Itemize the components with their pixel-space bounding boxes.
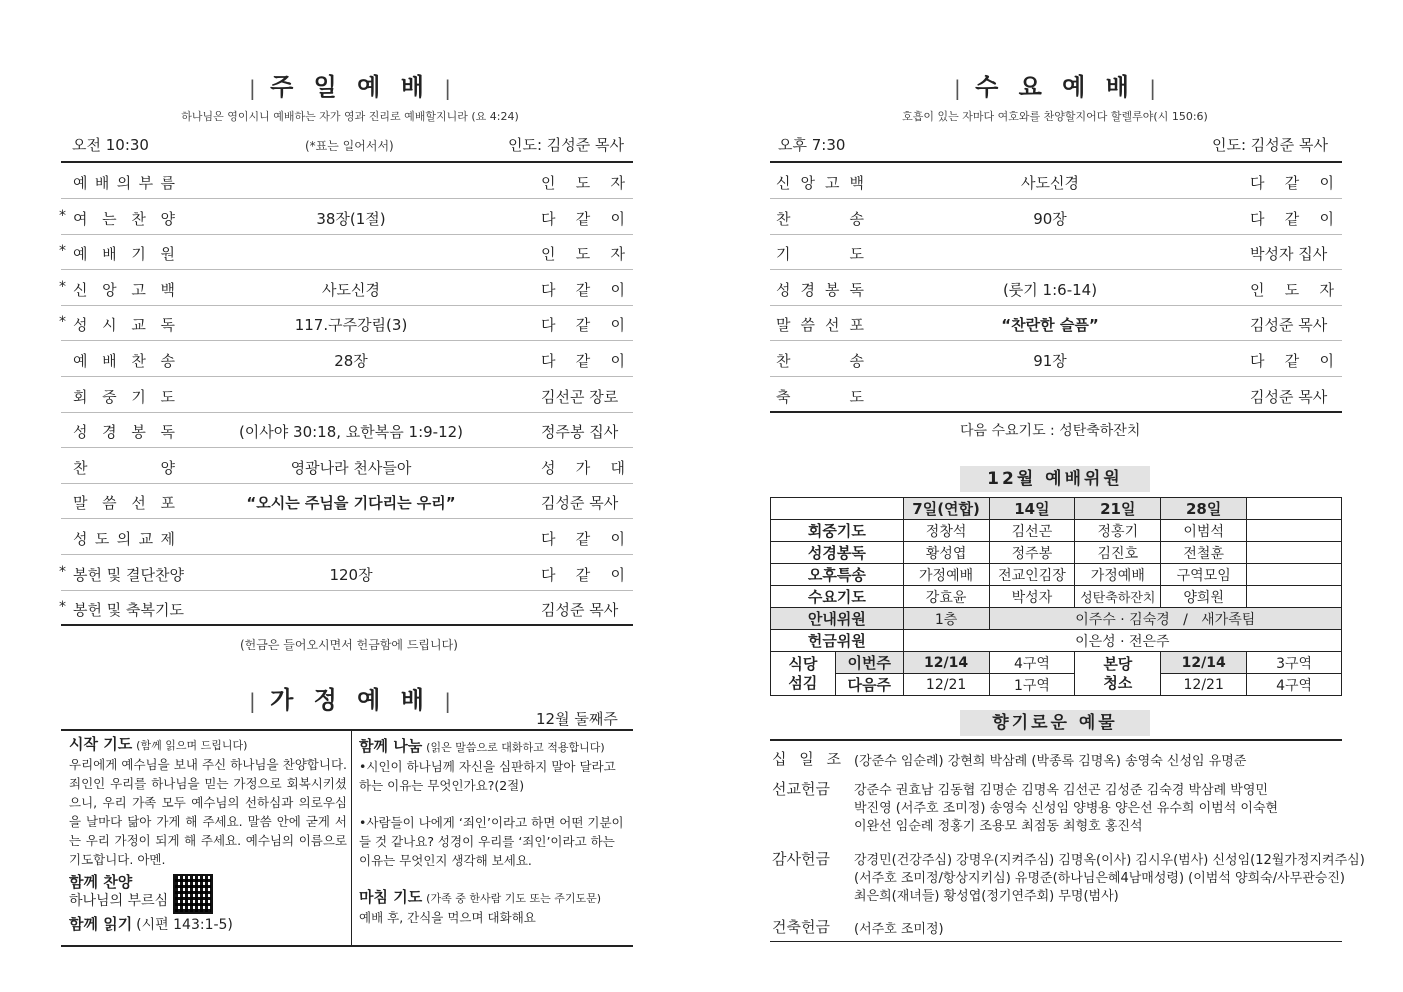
order-row (61, 519, 633, 555)
order-item-leader: 김성준 목사 (541, 494, 619, 513)
share-question-2: •사람들이 나에게 ‘죄인’이라고 하면 어떤 기분이 들 것 같나요? 성경이 우리를 ‘죄인’이라고 하는 이유는 무엇인지 생각해 보세요. (359, 815, 624, 868)
order-row (61, 448, 633, 484)
usher-label: 안내위원 (771, 608, 904, 630)
order-item-leader: 다 같 이 (541, 565, 625, 584)
offerings-title: 향기로운 예물 (960, 710, 1150, 736)
order-item-name: 찬 양 (73, 458, 175, 477)
order-row (61, 377, 633, 413)
open-prayer-title: 시작 기도 (69, 735, 133, 753)
schedule-cell: 이범석 (1161, 520, 1247, 542)
clean-next-date: 12/21 (1161, 674, 1247, 696)
order-item-leader: 성 가 대 (541, 458, 625, 477)
building-names: (서주호 조미정) (854, 922, 944, 937)
order-item-leader: 다 같 이 (1250, 209, 1334, 228)
meal-this-date: 12/14 (903, 652, 989, 674)
schedule-cell: 성탄축하잔치 (1075, 586, 1161, 608)
order-row (770, 234, 1342, 270)
order-row (61, 590, 633, 626)
reading-title: 함께 읽기 (69, 915, 133, 933)
order-item-content: 90장 (1033, 209, 1067, 228)
schedule-title: 12월 예배위원 (960, 466, 1150, 492)
family-box (61, 729, 633, 947)
order-row (770, 199, 1342, 235)
order-item-name: 축 도 (776, 387, 864, 406)
mission-line: 박진영 (서주호 조미정) 송영숙 신성임 양병용 양은선 유수희 이범석 이숙현 (854, 801, 1279, 816)
schedule-cell: 양희원 (1161, 586, 1247, 608)
order-row (770, 163, 1342, 199)
schedule-cell: 박성자 (989, 586, 1075, 608)
order-item-content: 28장 (334, 352, 368, 370)
order-item-name: 기 도 (776, 245, 864, 264)
stand-marker: * (59, 207, 66, 224)
family-title: | 가 정 예 배 | (248, 686, 452, 714)
meal-this-group: 4구역 (989, 652, 1075, 674)
order-item-content: 117.구주강림(3) (294, 316, 408, 335)
empty-cell (1247, 542, 1342, 564)
order-row (61, 483, 633, 519)
order-item-leader: 인 도 자 (541, 245, 625, 264)
date-header: 14일 (989, 498, 1075, 520)
close-prayer-title: 마침 기도 (359, 888, 423, 906)
family-right-col (359, 737, 629, 927)
order-item-leader: 정주봉 집사 (541, 423, 619, 442)
order-item-leader: 인 도 자 (541, 174, 625, 192)
order-item-content: 91장 (1033, 352, 1067, 370)
order-row (61, 412, 633, 448)
order-item-content: 사도신경 (322, 280, 380, 299)
schedule-cell: 가정예배 (903, 564, 989, 586)
order-item-content: 38장(1절) (316, 209, 386, 228)
order-row (770, 270, 1342, 306)
order-item-leader: 다 같 이 (541, 316, 625, 335)
schedule-cell: 정창석 (903, 520, 989, 542)
this-week-label: 이번주 (835, 652, 903, 674)
wednesday-leader: 인도: 김성준 목사 (1212, 136, 1329, 154)
order-item-leader: 김성준 목사 (541, 601, 619, 620)
clean-this-date: 12/14 (1161, 652, 1247, 674)
order-item-leader: 다 같 이 (541, 352, 625, 370)
meal-next-date: 12/21 (903, 674, 989, 696)
mission-label: 선교헌금 (772, 780, 830, 798)
schedule-cell: 김진호 (1075, 542, 1161, 564)
order-row (61, 555, 633, 591)
order-item-name: 예 배 찬 송 (73, 352, 175, 370)
row-label: 회중기도 (771, 520, 904, 542)
schedule-cell: 김선곤 (989, 520, 1075, 542)
stand-marker: * (59, 563, 66, 580)
row-label: 오후특송 (771, 564, 904, 586)
schedule-cell: 황성엽 (903, 542, 989, 564)
usher-floor: 1층 (903, 608, 989, 630)
sunday-title: | 주 일 예 배 | (248, 73, 452, 101)
order-row (61, 163, 633, 199)
order-row (61, 234, 633, 270)
order-item-name: 여 는 찬 양 (73, 209, 175, 228)
family-week: 12월 둘째주 (536, 710, 618, 728)
clean-this-group: 3구역 (1247, 652, 1342, 674)
schedule-cell: 가정예배 (1075, 564, 1161, 586)
order-item-name: 성 도 의 교 제 (73, 530, 175, 548)
clean-label: 본당 청소 (1075, 652, 1161, 696)
schedule-cell: 정주봉 (989, 542, 1075, 564)
schedule-cell: 전교인김장 (989, 564, 1075, 586)
order-item-leader: 김성준 목사 (1250, 316, 1328, 335)
empty-cell (1247, 498, 1342, 520)
sunday-bottom-rule (61, 624, 633, 626)
clean-next-group: 4구역 (1247, 674, 1342, 696)
order-item-name: 성 경 봉 독 (776, 280, 864, 299)
hymn-title: 함께 찬양 (69, 873, 133, 891)
schedule-table (770, 497, 1342, 696)
order-item-name: 예 배 기 원 (73, 245, 175, 264)
order-item-content: 영광나라 천사들아 (290, 458, 412, 477)
empty-cell (1247, 520, 1342, 542)
order-item-content: “오시는 주님을 기다리는 우리” (246, 494, 456, 513)
order-row (61, 341, 633, 377)
stand-marker: * (59, 243, 66, 260)
order-item-name: 봉헌 및 결단찬양 (73, 565, 184, 584)
order-row (770, 377, 1342, 413)
mission-line: 이완선 임순례 정홍기 조용모 최점동 최형호 홍진석 (854, 819, 1143, 834)
row-label: 수요기도 (771, 586, 904, 608)
close-prayer-text: 예배 후, 간식을 먹으며 대화해요 (359, 910, 536, 925)
date-header: 7일(연합) (903, 498, 989, 520)
order-item-leader: 다 같 이 (541, 280, 625, 299)
order-item-name: 말 씀 선 포 (73, 494, 175, 513)
open-prayer-text: 우리에게 예수님을 보내 주신 하나님을 찬양합니다. 죄인인 우리를 하나님을 믿는 가정으로 회복시키셨으니, 우리 가족 모두 예수님의 선하심과 의로우심을 날마다 닮아 가게 해 주세요. 말씀 안에 굳게 서는 우리 가정이 되게 해 주세요. 예수님의 이름으로 기도합니다. 아멘. (69, 757, 347, 867)
usher-names: 이주수 · 김숙경 / 새가족팀 (989, 608, 1341, 630)
stand-marker: * (59, 599, 66, 616)
mission-line: 강준수 권효남 김동협 김명순 김명옥 김선곤 김성준 김숙경 박삼례 박영민 (854, 783, 1268, 798)
wednesday-bottom-rule (770, 411, 1342, 413)
order-item-leader: 박성자 집사 (1250, 245, 1328, 264)
order-row (770, 305, 1342, 341)
qr-code-icon[interactable] (173, 874, 213, 914)
share-sub: (읽은 말씀으로 대화하고 적용합니다) (426, 741, 605, 754)
stand-marker: * (59, 314, 66, 331)
offerings-top-rule (770, 739, 1342, 741)
order-row (61, 305, 633, 341)
order-item-leader: 김선곤 장로 (541, 387, 619, 406)
empty-cell (1247, 564, 1342, 586)
order-row (61, 199, 633, 235)
row-label: 성경봉독 (771, 542, 904, 564)
offering-committee-names: 이은성 · 전은주 (903, 630, 1341, 652)
order-item-name: 예 배 의 부 름 (73, 174, 175, 192)
sunday-verse: 하나님은 영이시니 예배하는 자가 영과 진리로 예배할지니라 (요 4:24) (181, 110, 519, 123)
share-question-1: •시인이 하나님께 자신을 심판하지 말아 달라고 하는 이유는 무엇인가요?(2절) (359, 759, 616, 793)
thanks-line: 강경민(건강주심) 강명우(지켜주심) 김명옥(이사) 김시우(범사) 신성임(12월가정지켜주심) (854, 853, 1365, 868)
wednesday-verse: 호흡이 있는 자마다 여호와를 찬양할지어다 할렐루야(시 150:6) (902, 110, 1208, 123)
order-item-leader: 다 같 이 (541, 530, 625, 548)
share-title: 함께 나눔 (359, 737, 423, 755)
order-item-content: “찬란한 슬픔” (1001, 316, 1099, 335)
stand-marker: * (59, 278, 66, 295)
offering-note: (헌금은 들어오시면서 헌금함에 드립니다) (240, 638, 458, 652)
order-item-content: 사도신경 (1021, 174, 1079, 192)
schedule-cell: 강효윤 (903, 586, 989, 608)
wednesday-title: | 수 요 예 배 | (953, 73, 1157, 101)
tithe-names: (강준수 임순례) 강현희 박삼례 (박종록 김명옥) 송영숙 신성임 유명준 (854, 754, 1247, 769)
sunday-leader: 인도: 김성준 목사 (508, 136, 625, 154)
schedule-corner (771, 498, 904, 520)
order-item-content: 120장 (329, 565, 373, 584)
order-item-leader: 다 같 이 (1250, 352, 1334, 370)
order-row (770, 341, 1342, 377)
meal-label: 식당 섬김 (771, 652, 836, 696)
building-label: 건축헌금 (772, 918, 830, 936)
order-item-name: 신 앙 고 백 (73, 280, 175, 299)
offerings-bottom-rule (770, 941, 1342, 942)
order-item-leader: 다 같 이 (541, 209, 625, 228)
order-item-leader: 인 도 자 (1250, 280, 1334, 299)
offering-committee-label: 헌금위원 (771, 630, 904, 652)
hymn-text: 하나님의 부르심 (69, 893, 169, 909)
thanks-line: (서주호 조미정/항상지키심) 유명준(하나님은혜4남매성령) (이범석 양희숙/사무관승진) (854, 871, 1345, 886)
order-item-name: 찬 송 (776, 209, 864, 228)
stand-note: (*표는 일어서서) (305, 139, 394, 153)
order-item-name: 성 경 봉 독 (73, 423, 175, 442)
schedule-cell: 구역모임 (1161, 564, 1247, 586)
meal-next-group: 1구역 (989, 674, 1075, 696)
order-item-content: (이사야 30:18, 요한복음 1:9-12) (238, 423, 464, 442)
date-header: 21일 (1075, 498, 1161, 520)
order-item-name: 봉헌 및 축복기도 (73, 601, 184, 620)
order-item-name: 말 씀 선 포 (776, 316, 864, 335)
open-prayer-sub: (함께 읽으며 드립니다) (136, 739, 248, 752)
schedule-cell: 정홍기 (1075, 520, 1161, 542)
order-item-content: (룻기 1:6-14) (1002, 280, 1098, 299)
next-week-label: 다음주 (835, 674, 903, 696)
order-item-name: 성 시 교 독 (73, 316, 175, 335)
date-header: 28일 (1161, 498, 1247, 520)
next-prayer: 다음 수요기도 : 성탄축하잔치 (960, 423, 1141, 439)
order-item-leader: 김성준 목사 (1250, 387, 1328, 406)
schedule-cell: 전철훈 (1161, 542, 1247, 564)
order-row (61, 270, 633, 306)
family-divider (351, 731, 352, 945)
thanks-line: 최은희(재녀들) 황성엽(정기연주회) 무명(범사) (854, 889, 1119, 904)
close-prayer-sub: (가족 중 한사람 기도 또는 주기도문) (426, 892, 602, 905)
wednesday-time: 오후 7:30 (778, 136, 846, 154)
order-item-leader: 다 같 이 (1250, 174, 1334, 192)
tithe-label: 십 일 조 (772, 750, 846, 768)
order-item-name: 회 중 기 도 (73, 387, 175, 406)
order-item-name: 찬 송 (776, 352, 864, 370)
reading-text: (시편 143:1-5) (136, 917, 233, 933)
order-item-name: 신 앙 고 백 (776, 174, 864, 192)
thanks-label: 감사헌금 (772, 850, 830, 868)
sunday-time: 오전 10:30 (72, 136, 149, 154)
empty-cell (1247, 586, 1342, 608)
